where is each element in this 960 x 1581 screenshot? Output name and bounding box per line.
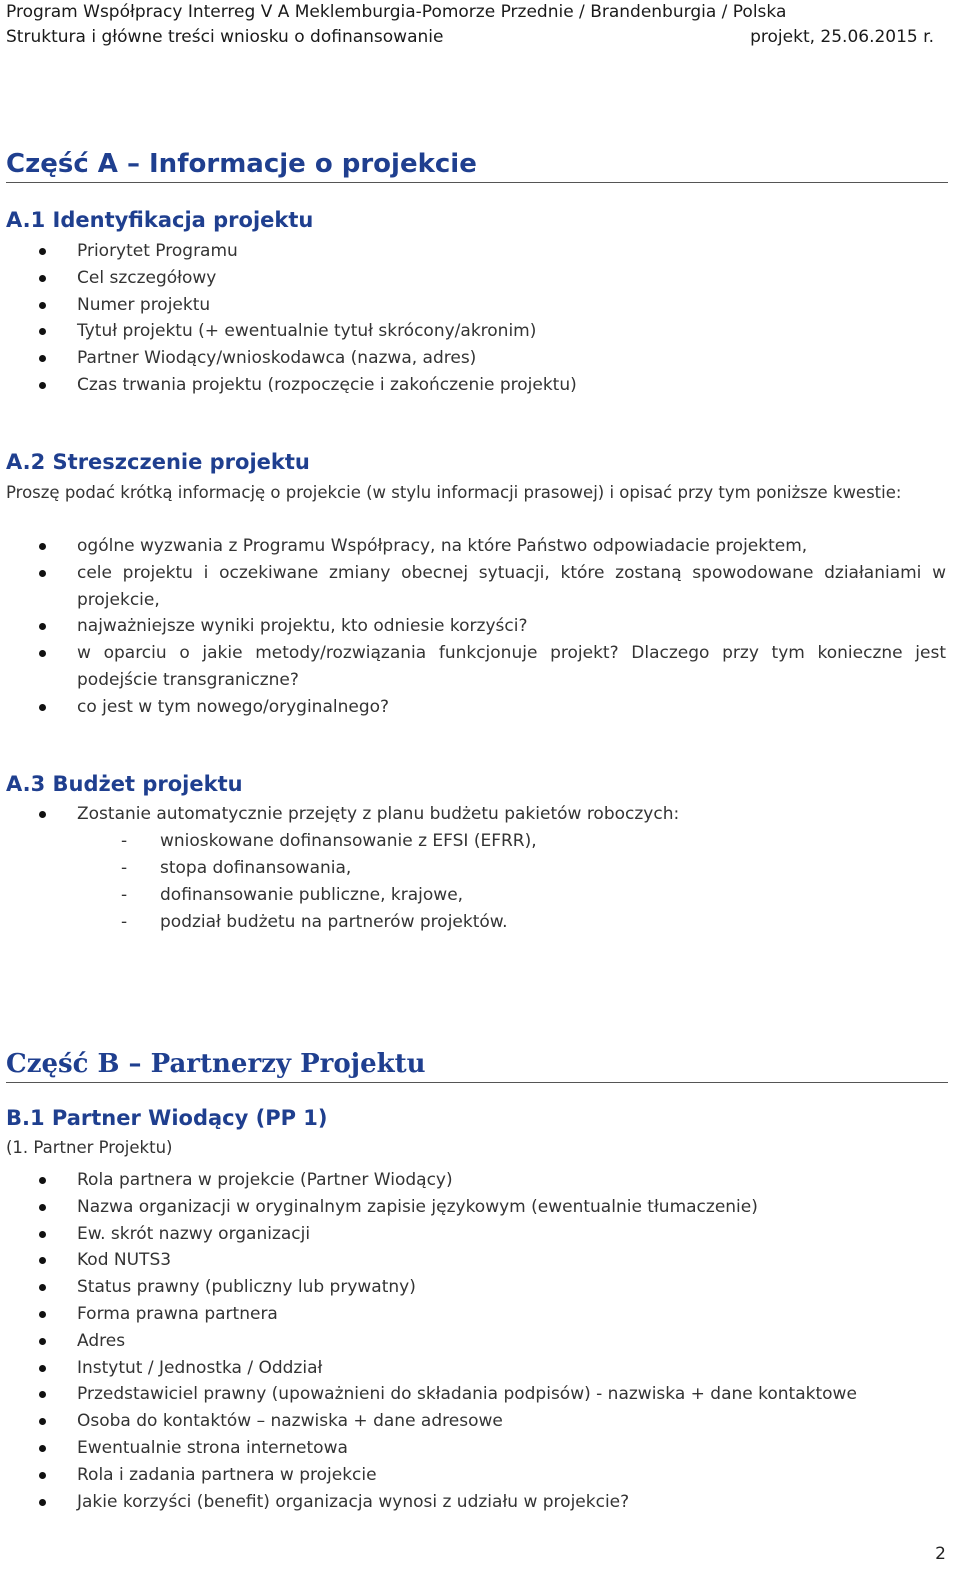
bullet-icon [39,570,46,577]
bullet-icon [39,1311,46,1318]
list-item: Ewentualnie strona internetowa [0,1435,946,1462]
page-header [6,0,946,50]
bullet-icon [39,623,46,630]
list-item: Rola partnera w projekcie (Partner Wiodący) [0,1167,946,1194]
bullet-icon [39,650,46,657]
dash-marker: - [121,858,128,878]
section-b1-list [0,1167,946,1515]
bullet-icon [39,1472,46,1479]
bullet-icon [39,248,46,255]
section-a1-list [0,238,946,399]
bullet-icon [39,328,46,335]
list-item: - podział budżetu na partnerów projektów. [0,909,946,936]
section-b1-subheading: (1. Partner Projektu) [6,1138,173,1157]
list-item: Zostanie automatycznie przejęty z planu budżetu pakietów roboczych: [0,801,946,828]
bullet-icon [39,811,46,818]
bullet-icon [39,275,46,282]
bullet-icon [39,382,46,389]
list-item: Instytut / Jednostka / Oddział [0,1355,946,1382]
list-item: co jest w tym nowego/oryginalnego? [0,694,946,721]
document-subtitle: Struktura i główne treści wniosku o dofinansowanie [6,27,444,47]
bullet-icon [39,1231,46,1238]
list-item: Przedstawiciel prawny (upoważnieni do składania podpisów) - nazwiska + dane kontaktowe [0,1381,946,1408]
list-item: - dofinansowanie publiczne, krajowe, [0,882,946,909]
bullet-icon [39,1445,46,1452]
bullet-icon [39,1284,46,1291]
list-item: Jakie korzyści (benefit) organizacja wynosi z udziału w projekcie? [0,1489,946,1516]
list-item: Priorytet Programu [0,238,946,265]
dash-marker: - [121,885,128,905]
bullet-icon [39,1204,46,1211]
list-item: Forma prawna partnera [0,1301,946,1328]
document-date: projekt, 25.06.2015 r. [750,27,934,47]
bullet-icon [39,1499,46,1506]
list-item: Nazwa organizacji w oryginalnym zapisie językowym (ewentualnie tłumaczenie) [0,1194,946,1221]
section-a3-heading: A.3 Budżet projektu [6,772,243,796]
page-number: 2 [935,1544,946,1564]
list-item: Ew. skrót nazwy organizacji [0,1221,946,1248]
bullet-icon [39,302,46,309]
dash-marker: - [121,831,128,851]
section-a3-list [0,801,946,828]
list-item: Partner Wiodący/wnioskodawca (nazwa, adres) [0,345,946,372]
bullet-icon [39,543,46,550]
header-line-2 [6,25,946,50]
list-item: Rola i zadania partnera w projekcie [0,1462,946,1489]
program-name: Program Współpracy Interreg V A Meklemburgia-Pomorze Przednie / Brandenburgia / Polska [6,2,787,22]
section-b1-heading: B.1 Partner Wiodący (PP 1) [6,1106,328,1130]
list-item: w oparciu o jakie metody/rozwiązania funkcjonuje projekt? Dlaczego przy tym konieczne jest podejście transgraniczne? [0,640,946,694]
list-item: Status prawny (publiczny lub prywatny) [0,1274,946,1301]
list-item: - wnioskowane dofinansowanie z EFSI (EFRR), [0,828,946,855]
list-item: Tytuł projektu (+ ewentualnie tytuł skrócony/akronim) [0,318,946,345]
list-item: ogólne wyzwania z Programu Współpracy, na które Państwo odpowiadacie projektem, [0,533,946,560]
bullet-icon [39,704,46,711]
list-item: Adres [0,1328,946,1355]
section-a2-intro: Proszę podać krótką informację o projekcie (w stylu informacji prasowej) i opisać przy tym poniższe kwestie: [6,483,902,502]
list-item: Cel szczegółowy [0,265,946,292]
section-a2-heading: A.2 Streszczenie projektu [6,450,310,474]
bullet-icon [39,1257,46,1264]
section-a3-sublist [0,828,946,936]
section-a1-heading: A.1 Identyfikacja projektu [6,208,314,232]
list-item: Czas trwania projektu (rozpoczęcie i zakończenie projektu) [0,372,946,399]
bullet-icon [39,1391,46,1398]
header-line-1 [6,0,946,25]
list-item: Osoba do kontaktów – nazwiska + dane adresowe [0,1408,946,1435]
bullet-icon [39,1177,46,1184]
bullet-icon [39,1338,46,1345]
bullet-icon [39,1418,46,1425]
list-item: Numer projektu [0,292,946,319]
section-a2-list [0,533,946,721]
list-item: Kod NUTS3 [0,1247,946,1274]
bullet-icon [39,355,46,362]
dash-marker: - [121,912,128,932]
part-b-title: Część B – Partnerzy Projektu [6,1048,948,1083]
list-item: - stopa dofinansowania, [0,855,946,882]
part-a-title: Część A – Informacje o projekcie [6,148,948,183]
list-item: najważniejsze wyniki projektu, kto odniesie korzyści? [0,613,946,640]
list-item: cele projektu i oczekiwane zmiany obecnej sytuacji, które zostaną spowodowane działaniami w projekcie, [0,560,946,614]
bullet-icon [39,1365,46,1372]
